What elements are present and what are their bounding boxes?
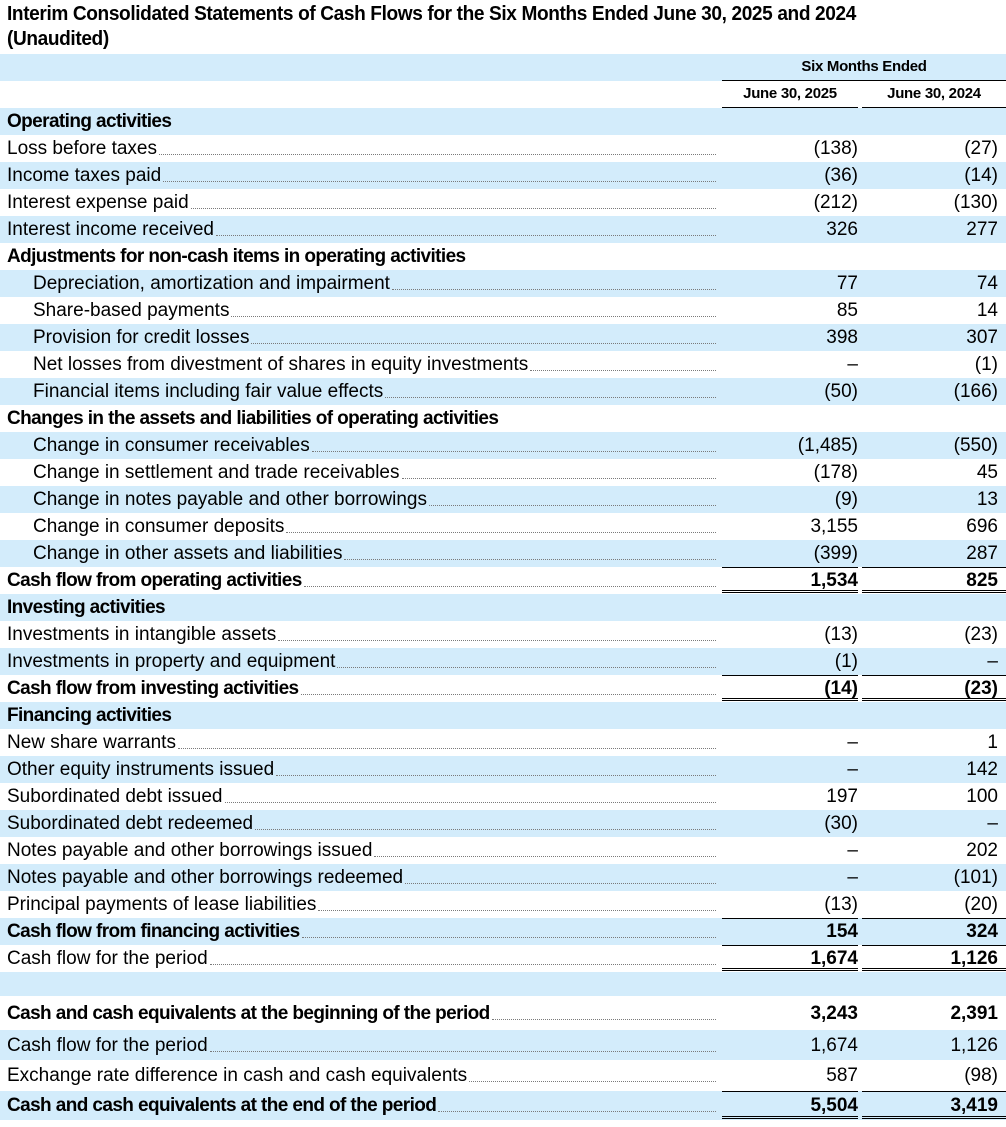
row-label: Cash flow from investing activities [7, 678, 299, 699]
table-row-financing-activities [0, 702, 1006, 729]
value-2025: – [847, 840, 858, 861]
value-2025: 398 [826, 327, 858, 348]
table-row-subordinated-debt-redeemed [0, 810, 1006, 837]
dot-leader [255, 829, 716, 830]
dot-leader [438, 1111, 716, 1112]
dot-leader [278, 640, 716, 641]
value-2025: (14) [824, 678, 858, 699]
table-row-notes-payable-and-other-borrowings-issued [0, 837, 1006, 864]
table-row-operating-activities [0, 108, 1006, 135]
value-2025: (212) [813, 192, 858, 213]
table-row-principal-payments-of-lease-liabilities [0, 891, 1006, 918]
table-row-change-in-consumer-deposits [0, 513, 1006, 540]
table-row-loss-before-taxes [0, 135, 1006, 162]
value-2025: 85 [836, 300, 858, 321]
value-2024: (98) [964, 1065, 998, 1086]
table-row-depreciation-amortization-and-impairment [0, 270, 1006, 297]
total-rule-top [722, 675, 858, 676]
value-2024: 45 [976, 462, 998, 483]
value-2024: (14) [964, 165, 998, 186]
value-2024: (27) [964, 138, 998, 159]
dot-leader [178, 748, 716, 749]
table-row-cash-and-cash-equivalents-at-the-end-of-the-period [0, 1091, 1006, 1120]
total-rule-double [862, 968, 1006, 971]
row-label: Subordinated debt issued [7, 786, 223, 807]
total-rule-top [862, 945, 1006, 946]
table-row-change-in-settlement-and-trade-receivables [0, 459, 1006, 486]
value-2025: (50) [824, 381, 858, 402]
value-2025: – [847, 867, 858, 888]
value-2024: 100 [966, 786, 998, 807]
value-2025: (13) [824, 894, 858, 915]
dot-leader [402, 478, 716, 479]
row-label: Notes payable and other borrowings issued [7, 840, 373, 861]
dot-leader [231, 316, 716, 317]
table-row-cash-flow-from-operating-activities [0, 567, 1006, 594]
value-2025: 5,504 [810, 1095, 858, 1116]
value-2024: 696 [966, 516, 998, 537]
total-rule-double [722, 590, 858, 593]
value-2025: 587 [826, 1065, 858, 1086]
value-2024: (550) [953, 435, 998, 456]
row-label: Cash and cash equivalents at the beginning of the period [7, 1003, 490, 1024]
value-2024: 2,391 [950, 1003, 998, 1024]
total-rule-double [862, 1116, 1006, 1119]
row-label: Cash flow for the period [7, 1035, 208, 1056]
dot-leader [304, 586, 716, 587]
table-row-change-in-consumer-receivables [0, 432, 1006, 459]
dot-leader [210, 1051, 716, 1052]
value-2024: (23) [964, 678, 998, 699]
table-row-notes-payable-and-other-borrowings-redeemed [0, 864, 1006, 891]
value-2024: 1,126 [950, 948, 998, 969]
table-header-span-row [0, 54, 1006, 81]
table-row-cash-flow-for-the-period [0, 945, 1006, 972]
table-row-blank [0, 972, 1006, 996]
row-label: Loss before taxes [7, 138, 157, 159]
dot-leader [429, 505, 716, 506]
dot-leader [392, 289, 716, 290]
value-2025: 1,674 [810, 948, 858, 969]
value-2024: (101) [953, 867, 998, 888]
column-group-label: Six Months Ended [801, 58, 927, 75]
table-row-new-share-warrants [0, 729, 1006, 756]
table-row-share-based-payments [0, 297, 1006, 324]
dot-leader [492, 1019, 716, 1020]
table-row-cash-flow-for-the-period [0, 1030, 1006, 1060]
table-header-row [0, 81, 1006, 108]
row-label: Change in consumer deposits [33, 516, 285, 537]
row-label: Net losses from divestment of shares in equity investments [33, 354, 529, 375]
value-2024: 13 [976, 489, 998, 510]
table-row-other-equity-instruments-issued [0, 756, 1006, 783]
dot-leader [344, 559, 716, 560]
value-2025: 3,155 [810, 516, 858, 537]
row-label: Changes in the assets and liabilities of operating activities [7, 408, 499, 429]
value-2024: (166) [953, 381, 998, 402]
value-2024: 277 [966, 219, 998, 240]
value-2025: 197 [826, 786, 858, 807]
total-rule-double [862, 590, 1006, 593]
value-2024: 287 [966, 543, 998, 564]
table-row-cash-flow-from-investing-activities [0, 675, 1006, 702]
total-rule-top [862, 675, 1006, 676]
row-label: Share-based payments [33, 300, 230, 321]
total-rule-top [862, 918, 1006, 919]
value-2025: (138) [813, 138, 858, 159]
dot-leader [301, 694, 716, 695]
value-2025: 77 [836, 273, 858, 294]
row-label: Income taxes paid [7, 165, 162, 186]
value-2024: (1) [974, 354, 998, 375]
row-label: Principal payments of lease liabilities [7, 894, 317, 915]
total-rule-top [722, 567, 858, 568]
value-2024: (23) [964, 624, 998, 645]
table-row-investments-in-intangible-assets [0, 621, 1006, 648]
dot-leader [251, 343, 716, 344]
value-2025: 1,674 [810, 1035, 858, 1056]
row-label: Cash flow for the period [7, 948, 208, 969]
dot-leader [159, 154, 716, 155]
table-row-exchange-rate-difference-in-cash-and-cash-equivalents [0, 1060, 1006, 1091]
value-2025: (30) [824, 813, 858, 834]
table-row-cash-flow-from-financing-activities [0, 918, 1006, 945]
row-label: Financial items including fair value effects [33, 381, 384, 402]
dot-leader [225, 802, 717, 803]
row-label: Subordinated debt redeemed [7, 813, 254, 834]
table-row-cash-and-cash-equivalents-at-the-beginning-of-the-period [0, 996, 1006, 1030]
row-label: Cash and cash equivalents at the end of the period [7, 1095, 437, 1116]
dot-leader [276, 775, 716, 776]
row-label: Change in notes payable and other borrowings [33, 489, 427, 510]
row-label: Cash flow from financing activities [7, 921, 300, 942]
total-rule-double [722, 1116, 858, 1119]
table-row-interest-expense-paid [0, 189, 1006, 216]
table-row-adjustments-for-non-cash-items-in-operating-activities [0, 243, 1006, 270]
row-label: Depreciation, amortization and impairment [33, 273, 390, 294]
value-2025: 154 [826, 921, 858, 942]
value-2024: – [987, 651, 998, 672]
value-2025: (1,485) [797, 435, 858, 456]
value-2025: (9) [834, 489, 858, 510]
dot-leader [337, 667, 716, 668]
row-label: Investments in intangible assets [7, 624, 277, 645]
value-2024: 142 [966, 759, 998, 780]
column-header-2024: June 30, 2024 [887, 85, 981, 102]
dot-leader [216, 235, 716, 236]
row-label: Provision for credit losses [33, 327, 250, 348]
row-label: Change in other assets and liabilities [33, 543, 343, 564]
dot-leader [405, 883, 716, 884]
table-row-investments-in-property-and-equipment [0, 648, 1006, 675]
value-2025: 326 [826, 219, 858, 240]
row-label: Change in consumer receivables [33, 435, 310, 456]
value-2025: 3,243 [810, 1003, 858, 1024]
total-rule-top [862, 567, 1006, 568]
row-label: New share warrants [7, 732, 176, 753]
dot-leader [163, 181, 716, 182]
dot-leader [530, 370, 716, 371]
row-label: Operating activities [7, 111, 172, 132]
value-2024: – [987, 813, 998, 834]
table-row-provision-for-credit-losses [0, 324, 1006, 351]
row-label: Adjustments for non-cash items in operating activities [7, 246, 466, 267]
dot-leader [312, 451, 716, 452]
total-rule-top [722, 945, 858, 946]
value-2024: 1,126 [950, 1035, 998, 1056]
row-label: Cash flow from operating activities [7, 570, 302, 591]
value-2024: 74 [976, 273, 998, 294]
value-2024: 1 [987, 732, 998, 753]
row-label: Investing activities [7, 597, 166, 618]
table-row-investing-activities [0, 594, 1006, 621]
total-rule-double [722, 698, 858, 701]
row-label: Interest expense paid [7, 192, 189, 213]
value-2025: (399) [813, 543, 858, 564]
table-row-income-taxes-paid [0, 162, 1006, 189]
dot-leader [210, 964, 716, 965]
column-header-2025: June 30, 2025 [743, 85, 837, 102]
row-label: Other equity instruments issued [7, 759, 275, 780]
table-row-changes-in-the-assets-and-liabilities-of-operating-activities [0, 405, 1006, 432]
value-2024: 202 [966, 840, 998, 861]
value-2025: (13) [824, 624, 858, 645]
value-2024: 3,419 [950, 1095, 998, 1116]
value-2024: (130) [953, 192, 998, 213]
page-title: Interim Consolidated Statements of Cash Flows for the Six Months Ended June 30, 2025 and 2024 (Unaudited) [7, 2, 856, 50]
dot-leader [469, 1081, 716, 1082]
dot-leader [302, 937, 716, 938]
table-row-interest-income-received [0, 216, 1006, 243]
table-row-change-in-other-assets-and-liabilities [0, 540, 1006, 567]
value-2025: 1,534 [810, 570, 858, 591]
total-rule-top [862, 1091, 1006, 1092]
row-label: Financing activities [7, 705, 172, 726]
table-row-financial-items-including-fair-value-effects [0, 378, 1006, 405]
value-2024: 825 [966, 570, 998, 591]
dot-leader [191, 208, 716, 209]
dot-leader [318, 910, 716, 911]
table-row-net-losses-from-divestment-of-shares-in-equity-investments [0, 351, 1006, 378]
row-label: Notes payable and other borrowings redeemed [7, 867, 404, 888]
value-2024: (20) [964, 894, 998, 915]
value-2025: – [847, 732, 858, 753]
value-2024: 307 [966, 327, 998, 348]
dot-leader [385, 397, 716, 398]
value-2025: (1) [834, 651, 858, 672]
table-row-subordinated-debt-issued [0, 783, 1006, 810]
total-rule-double [722, 968, 858, 971]
value-2025: (178) [813, 462, 858, 483]
total-rule-double [862, 698, 1006, 701]
row-label: Interest income received [7, 219, 214, 240]
total-rule-top [722, 1091, 858, 1092]
row-label: Exchange rate difference in cash and cash equivalents [7, 1065, 468, 1086]
row-label: Change in settlement and trade receivables [33, 462, 400, 483]
value-2025: (36) [824, 165, 858, 186]
row-label: Investments in property and equipment [7, 651, 336, 672]
value-2025: – [847, 759, 858, 780]
dot-leader [286, 532, 716, 533]
dot-leader [374, 856, 716, 857]
table-row-change-in-notes-payable-and-other-borrowings [0, 486, 1006, 513]
value-2024: 14 [976, 300, 998, 321]
value-2024: 324 [966, 921, 998, 942]
value-2025: – [847, 354, 858, 375]
total-rule-top [722, 918, 858, 919]
